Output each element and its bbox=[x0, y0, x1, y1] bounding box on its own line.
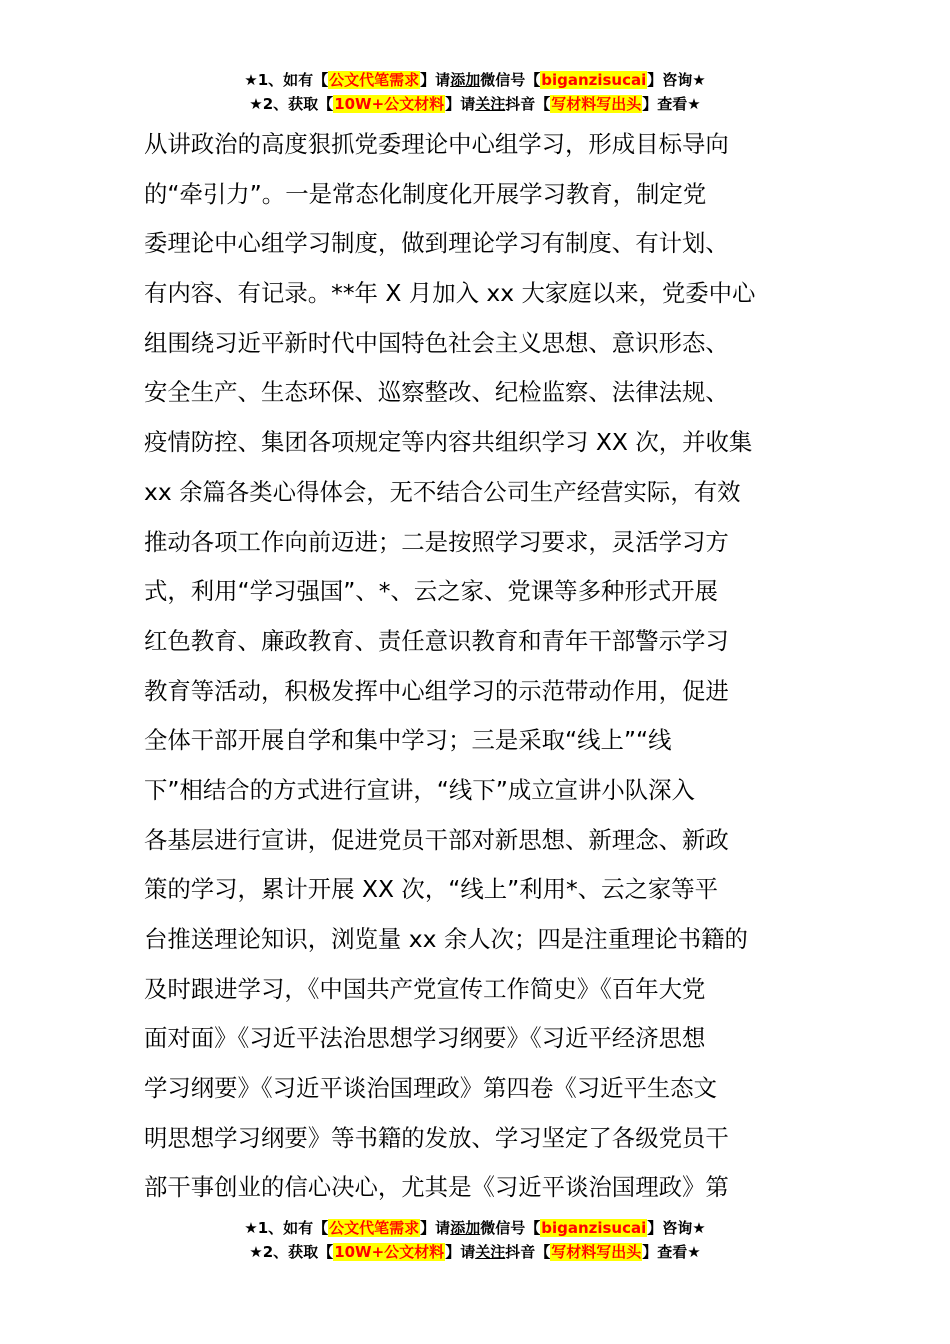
text-line: 委理论中心组学习制度，做到理论学习有制度、有计划、 bbox=[144, 229, 729, 258]
banner-text: 抖音【 bbox=[505, 95, 551, 113]
text-line: 红色教育、廉政教育、责任意识教育和青年干部警示学习 bbox=[144, 626, 729, 655]
banner-text: ★1、如有【 bbox=[244, 1219, 329, 1237]
text-line: 及时跟进学习，《中国共产党宣传工作简史》《百年大党 bbox=[144, 974, 706, 1003]
text-line: 部干事创业的信心决心，尤其是《习近平谈治国理政》第 bbox=[144, 1173, 729, 1202]
highlight-materials: 10W+公文材料 bbox=[334, 95, 445, 113]
banner-line-1 bbox=[0, 1216, 950, 1240]
text-line: 面对面》《习近平法治思想学习纲要》《习近平经济思想 bbox=[144, 1024, 706, 1053]
text-line: 各基层进行宣讲，促进党员干部对新思想、新理念、新政 bbox=[144, 825, 729, 854]
text-line: 推动各项工作向前迈进；二是按照学习要求，灵活学习方 bbox=[144, 527, 729, 556]
text-line: 的“牵引力”。一是常态化制度化开展学习教育，制定党 bbox=[144, 179, 707, 208]
banner-emphasis: 关注 bbox=[475, 95, 506, 113]
banner-text: 】请 bbox=[420, 1219, 451, 1237]
header-banner bbox=[0, 68, 950, 116]
text-line: 组围绕习近平新时代中国特色社会主义思想、意识形态、 bbox=[144, 328, 729, 357]
highlight-wechat-id: biganzisucai bbox=[541, 1219, 647, 1237]
footer-banner bbox=[0, 1216, 950, 1264]
banner-line-2 bbox=[0, 1240, 950, 1264]
banner-text: 】咨询★ bbox=[647, 71, 706, 89]
body-paragraph bbox=[144, 120, 808, 1213]
banner-emphasis: 关注 bbox=[475, 1243, 506, 1261]
banner-line-1 bbox=[0, 68, 950, 92]
banner-emphasis: 添加 bbox=[450, 71, 481, 89]
text-line: 下”相结合的方式进行宣讲，“线下”成立宣讲小队深入 bbox=[144, 775, 695, 804]
banner-text: ★1、如有【 bbox=[244, 71, 329, 89]
banner-text: 】请 bbox=[445, 95, 476, 113]
text-line: 安全生产、生态环保、巡察整改、纪检监察、法律法规、 bbox=[144, 378, 729, 407]
text-line: 教育等活动，积极发挥中心组学习的示范带动作用，促进 bbox=[144, 676, 729, 705]
banner-emphasis: 添加 bbox=[450, 1219, 481, 1237]
highlight-douyin-account: 写材料写出头 bbox=[551, 1243, 642, 1261]
banner-text: 】请 bbox=[445, 1243, 476, 1261]
banner-text: ★2、获取【 bbox=[249, 95, 334, 113]
banner-text: 微信号【 bbox=[480, 1219, 541, 1237]
text-line: 从讲政治的高度狠抓党委理论中心组学习，形成目标导向 bbox=[144, 130, 729, 158]
highlight-service: 公文代笔需求 bbox=[329, 71, 420, 89]
text-line: 明思想学习纲要》等书籍的发放、学习坚定了各级党员干 bbox=[144, 1123, 729, 1152]
text-line: 台推送理论知识，浏览量 xx 余人次；四是注重理论书籍的 bbox=[144, 925, 748, 953]
highlight-materials: 10W+公文材料 bbox=[334, 1243, 445, 1261]
text-line: 有内容、有记录。**年 X 月加入 xx 大家庭以来，党委中心 bbox=[144, 279, 756, 308]
banner-text: 】查看★ bbox=[642, 95, 701, 113]
text-line: 式，利用“学习强国”、*、云之家、党课等多种形式开展 bbox=[144, 577, 718, 606]
banner-text: 抖音【 bbox=[505, 1243, 551, 1261]
banner-line-2 bbox=[0, 92, 950, 116]
banner-text: ★2、获取【 bbox=[249, 1243, 334, 1261]
highlight-service: 公文代笔需求 bbox=[329, 1219, 420, 1237]
text-line: 学习纲要》《习近平谈治国理政》第四卷《习近平生态文 bbox=[144, 1074, 718, 1103]
banner-text: 】请 bbox=[420, 71, 451, 89]
text-line: xx 余篇各类心得体会，无不结合公司生产经营实际，有效 bbox=[144, 477, 741, 506]
banner-text: 微信号【 bbox=[480, 71, 541, 89]
text-line: 策的学习，累计开展 XX 次，“线上”利用*、云之家等平 bbox=[144, 875, 719, 904]
text-line: 疫情防控、集团各项规定等内容共组织学习 XX 次，并收集 bbox=[144, 428, 753, 457]
highlight-douyin-account: 写材料写出头 bbox=[551, 95, 642, 113]
text-line: 全体干部开展自学和集中学习；三是采取“线上”“线 bbox=[144, 726, 672, 755]
banner-text: 】咨询★ bbox=[647, 1219, 706, 1237]
banner-text: 】查看★ bbox=[642, 1243, 701, 1261]
highlight-wechat-id: biganzisucai bbox=[541, 71, 647, 89]
